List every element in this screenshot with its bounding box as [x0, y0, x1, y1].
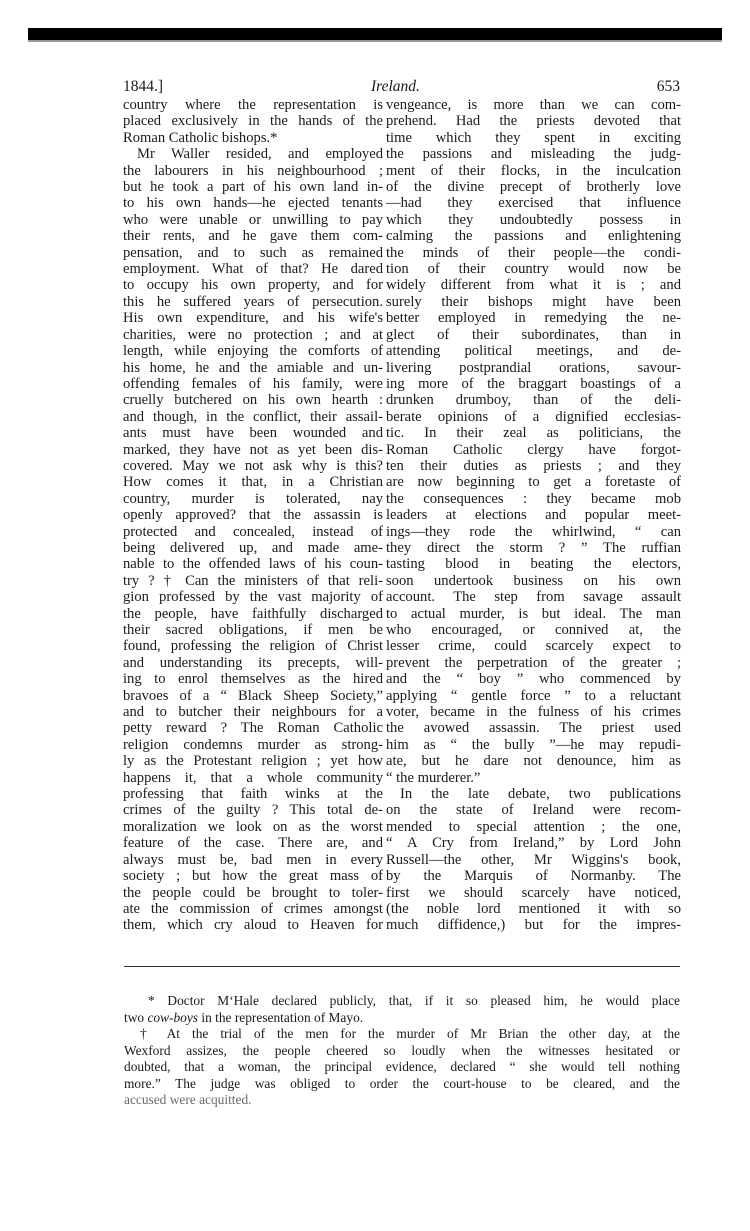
text-line: much diffidence,) but for the impres-: [386, 917, 681, 934]
text-line: on the state of Ireland were recom-: [386, 802, 681, 819]
text-line: voter, became in the fulness of his crimes: [386, 704, 681, 721]
text-line: who encouraged, or connived at, the: [386, 622, 681, 638]
text-line: How comes it that, in a Christian: [123, 474, 383, 491]
text-line: ten their duties as priests ; and they: [386, 457, 681, 474]
page-top-border: [28, 28, 722, 40]
text-line: ly as the Protestant religion ; yet how: [123, 753, 383, 770]
text-line: covered. May we not ask why is this?: [123, 457, 383, 474]
text-line: “ the murderer.”: [386, 769, 481, 786]
text-line: moralization we look on as the worst: [123, 818, 383, 835]
text-line: length, while enjoying the comforts of: [123, 343, 383, 360]
text-line: their sacred obligations, if men be: [123, 622, 383, 638]
left-column: [123, 97, 383, 934]
text-line: ing to enrol themselves as the hired: [123, 671, 383, 688]
text-line: feature of the case. There are, and: [123, 835, 383, 852]
text-line: to occupy his own property, and for: [123, 277, 383, 294]
text-line: who were unable or unwilling to pay: [123, 211, 383, 228]
running-head: [123, 78, 680, 98]
paragraph-start-line: Mr Waller resided, and employed: [137, 146, 383, 163]
footnote-divider: [124, 966, 680, 967]
text-line: crimes of the guilty ? This total de-: [123, 802, 383, 819]
text-line: soon undertook business on his own: [386, 572, 681, 589]
text-line: nable to the offended laws of his coun-: [123, 556, 383, 573]
text-line: time which they spent in exciting: [386, 129, 681, 146]
text-line: “ A Cry from Ireland,” by Lord John: [386, 835, 681, 852]
text-line: drunken drumboy, than of the deli-: [386, 392, 681, 409]
text-line: attending political meetings, and de-: [386, 343, 681, 360]
text-line: —had they exercised that influence: [386, 195, 681, 212]
text-line: ate, but he dare not denounce, him as: [386, 753, 681, 770]
text-line: better employed in remedying the ne-: [386, 310, 681, 327]
text-line: being delivered up, and made ame-: [123, 539, 383, 556]
footnote-asterisk-line: * Doctor M‘Hale declared publicly, that, if it so pleased him, he would place: [148, 993, 680, 1008]
text-line: ing more of the braggart boastings of a: [386, 375, 681, 392]
text-line: vengeance, is more than we can com-: [386, 97, 681, 113]
footnote-text: in the representation of Mayo.: [198, 1009, 364, 1025]
text-line: pensation, and to such as remained: [123, 244, 383, 261]
text-line: try ? † Can the ministers of that reli-: [123, 572, 383, 589]
text-line: the passions and misleading the judg-: [386, 146, 681, 163]
text-line: berate opinions of a dignified ecclesias-: [386, 408, 681, 425]
text-line: which they undoubtedly possess in: [386, 211, 681, 228]
text-line: employment. What of that? He dared: [123, 261, 383, 278]
text-line: to his own hands—he ejected tenants: [123, 195, 383, 212]
text-line: Roman Catholic clergy have forgot-: [386, 441, 681, 458]
text-line: calming the passions and enlightening: [386, 228, 681, 245]
right-column: [386, 97, 681, 934]
text-line: applying “ gentle force ” to a reluctant: [386, 687, 681, 704]
text-line: tasting blood in beating the electors,: [386, 556, 681, 573]
text-line: livering postprandial orations, savour-: [386, 359, 681, 376]
text-line: they direct the storm ? ” The ruffian: [386, 539, 681, 556]
text-line: professing that faith winks at the: [123, 786, 383, 803]
text-line: widely different from what it is ; and: [386, 277, 681, 294]
text-line: them, which cry aloud to Heaven for: [123, 917, 383, 934]
text-line: protected and concealed, instead of: [123, 523, 383, 540]
text-line: to actual murder, is but ideal. The man: [386, 605, 681, 622]
text-line: Russell—the other, Mr Wiggins's book,: [386, 851, 681, 868]
text-line: placed exclusively in the hands of the: [123, 113, 383, 130]
text-line: the avowed assassin. The priest used: [386, 720, 681, 737]
text-line: first we should scarcely have noticed,: [386, 884, 681, 901]
text-line: leaders at elections and popular meet-: [386, 507, 681, 524]
text-line: ants must have been wounded and: [123, 425, 383, 442]
footnote-dagger-continuation: accused were acquitted.: [124, 1092, 252, 1107]
text-line: (the noble lord mentioned it with so: [386, 900, 681, 917]
text-line: the consequences : they became mob: [386, 490, 681, 507]
text-line: country where the representation is: [123, 97, 383, 113]
footnote-dagger-continuation: Wexford assizes, the people cheered so loudly when the witnesses hesitated or: [124, 1042, 680, 1058]
header-title: Ireland.: [371, 78, 420, 95]
text-line: society ; but how the great mass of: [123, 868, 383, 885]
text-line: by the Marquis of Normanby. The: [386, 868, 681, 885]
paragraph-start-line: In the late debate, two publications: [400, 786, 681, 803]
text-line: but he took a part of his own land in-: [123, 179, 383, 196]
text-line: openly approved? that the assassin is: [123, 507, 383, 524]
text-line: found, professing the religion of Christ: [123, 638, 383, 655]
text-line: offending females of his family, were: [123, 375, 383, 392]
footnotes: [124, 993, 680, 1109]
text-line: ment of their flocks, in the inculcation: [386, 162, 681, 179]
page-top-border-shadow: [28, 40, 722, 42]
footnote-asterisk-continuation: [124, 1010, 680, 1027]
text-line: and understanding its precepts, will-: [123, 654, 383, 671]
text-line: of the divine precept of brotherly love: [386, 179, 681, 196]
header-year: 1844.]: [123, 78, 164, 95]
text-line: and to butcher their neighbours for a: [123, 704, 383, 721]
text-line: marked, they have not as yet been dis-: [123, 441, 383, 458]
text-line: prevent the perpetration of the greater ;: [386, 654, 681, 671]
text-line: ate the commission of crimes amongst: [123, 900, 383, 917]
footnote-dagger-line: † At the trial of the men for the murder of Mr Brian the other day, at the: [140, 1026, 680, 1041]
text-line: prehend. Had the priests devoted that: [386, 113, 681, 130]
text-line: tion of their country would now be: [386, 261, 681, 278]
text-line: religion condemns murder as strong-: [123, 736, 383, 753]
text-line: mended to special attention ; the one,: [386, 818, 681, 835]
text-line: ings—they rode the whirlwind, “ can: [386, 523, 681, 540]
text-line: cruelly butchered on his own hearth :: [123, 392, 383, 409]
text-line: charities, were no protection ; and at: [123, 326, 383, 343]
text-line: glect of their subordinates, than in: [386, 326, 681, 343]
text-line: bravoes of a “ Black Sheep Society,”: [123, 687, 383, 704]
text-line: surely their bishops might have been: [386, 293, 681, 310]
text-line: His own expenditure, and his wife's: [123, 310, 383, 327]
text-line: always must be, bad men in every: [123, 851, 383, 868]
text-line: the labourers in his neighbourhood ;: [123, 162, 383, 179]
text-line: gion professed by the vast majority of: [123, 589, 383, 606]
text-line: country, murder is tolerated, nay: [123, 490, 383, 507]
text-line: the minds of their people—the condi-: [386, 244, 681, 261]
text-line: happens it, that a whole community: [123, 769, 383, 786]
footnote-italic-term: cow-boys: [147, 1009, 199, 1025]
text-line: Roman Catholic bishops.*: [123, 129, 278, 146]
text-line: and though, in the conflict, their assail-: [123, 408, 383, 425]
text-line: him as “ the bully ”—he may repudi-: [386, 736, 681, 753]
footnote-dagger-continuation: more.” The judge was obliged to order the court-house to be cleared, and the: [124, 1075, 680, 1091]
text-line: petty reward ? The Roman Catholic: [123, 720, 383, 737]
text-line: and the “ boy ” who commenced by: [386, 671, 681, 688]
text-line: lesser crime, could scarcely expect to: [386, 638, 681, 655]
text-line: the people could be brought to toler-: [123, 884, 383, 901]
text-line: tic. In their zeal as politicians, the: [386, 425, 681, 442]
text-line: the people, have faithfully discharged: [123, 605, 383, 622]
text-line: account. The step from savage assault: [386, 589, 681, 606]
footnote-dagger-continuation: doubted, that a woman, the principal evidence, declared “ she would tell nothing: [124, 1059, 680, 1074]
page-number: 653: [656, 78, 680, 95]
text-line: his home, he and the amiable and un-: [123, 359, 383, 376]
text-line: their rents, and he gave them com-: [123, 228, 383, 245]
footnote-text: two: [124, 1009, 148, 1025]
text-line: are now beginning to get a foretaste of: [386, 474, 681, 491]
text-line: this he suffered years of persecution.: [123, 293, 383, 310]
